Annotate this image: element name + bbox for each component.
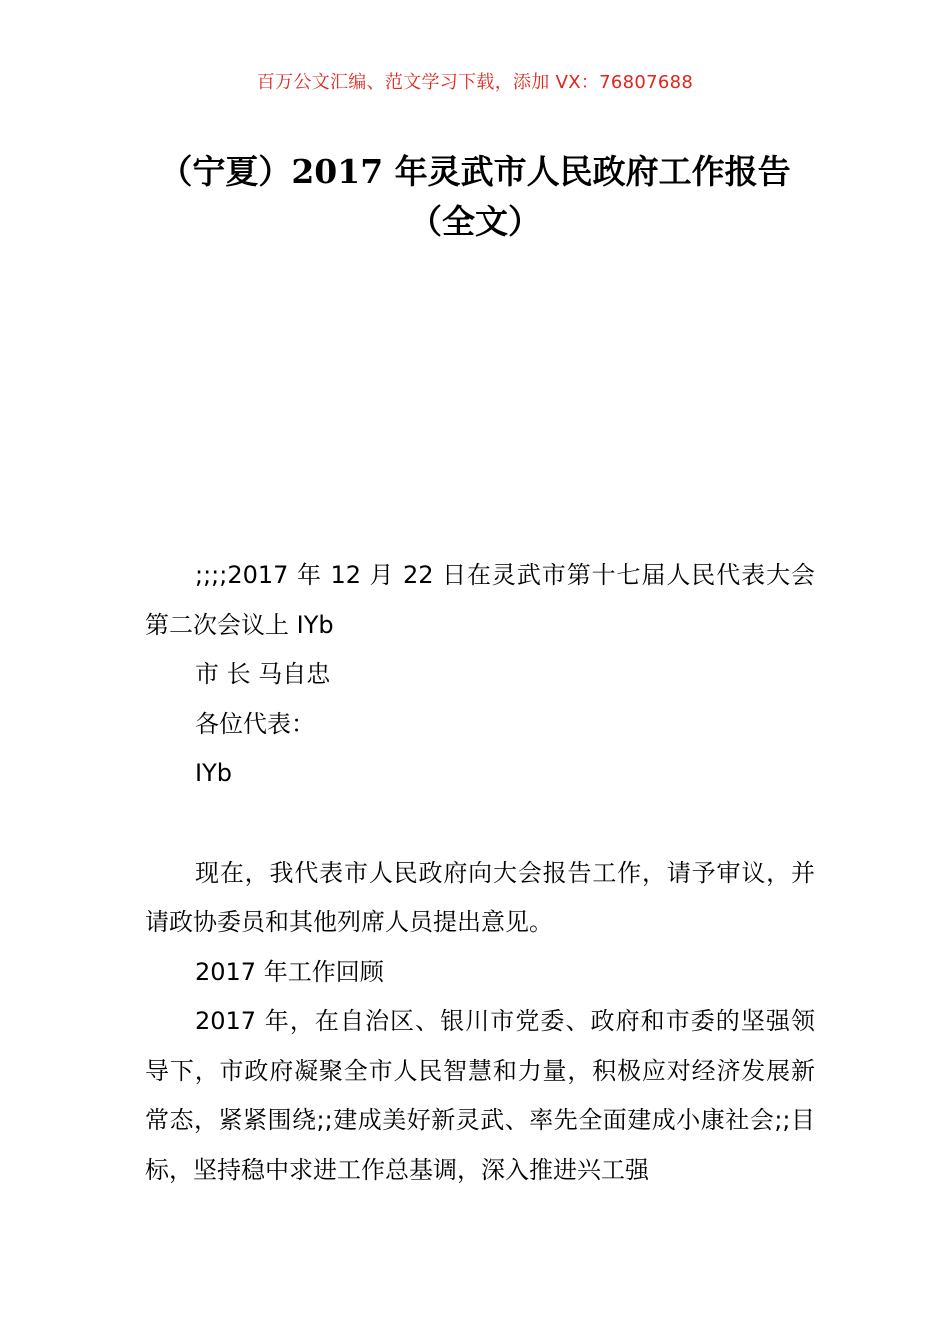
- review-paragraph: 2017 年，在自治区、银川市党委、政府和市委的坚强领导下，市政府凝聚全市人民智慧和力量，积极应对经济发展新常态，紧紧围绕;;建成美好新灵武、率先全面建成小康社会;;目标，坚持稳中求进工作总基调，深入推进兴工强: [145, 1007, 815, 1184]
- intro-paragraph: 现在，我代表市人民政府向大会报告工作，请予审议，并请政协委员和其他列席人员提出意见。: [145, 858, 815, 936]
- document-title: [120, 147, 830, 247]
- salutation-line: 各位代表：: [195, 709, 315, 738]
- marker-line: IYb: [195, 759, 232, 787]
- title-line-1: （宁夏）2017 年灵武市人民政府工作报告: [159, 152, 791, 191]
- document-body: [145, 551, 815, 1195]
- meeting-info-paragraph: ;;;;2017 年 12 月 22 日在灵武市第十七届人民代表大会第二次会议上 IYb: [145, 561, 815, 639]
- header-promo-note: 百万公文汇编、范文学习下载，添加 VX：76807688: [256, 72, 694, 93]
- title-line-2: （全文）: [409, 202, 541, 241]
- section-heading: 2017 年工作回顾: [195, 957, 384, 986]
- speaker-line: 市 长 马自忠: [195, 660, 331, 688]
